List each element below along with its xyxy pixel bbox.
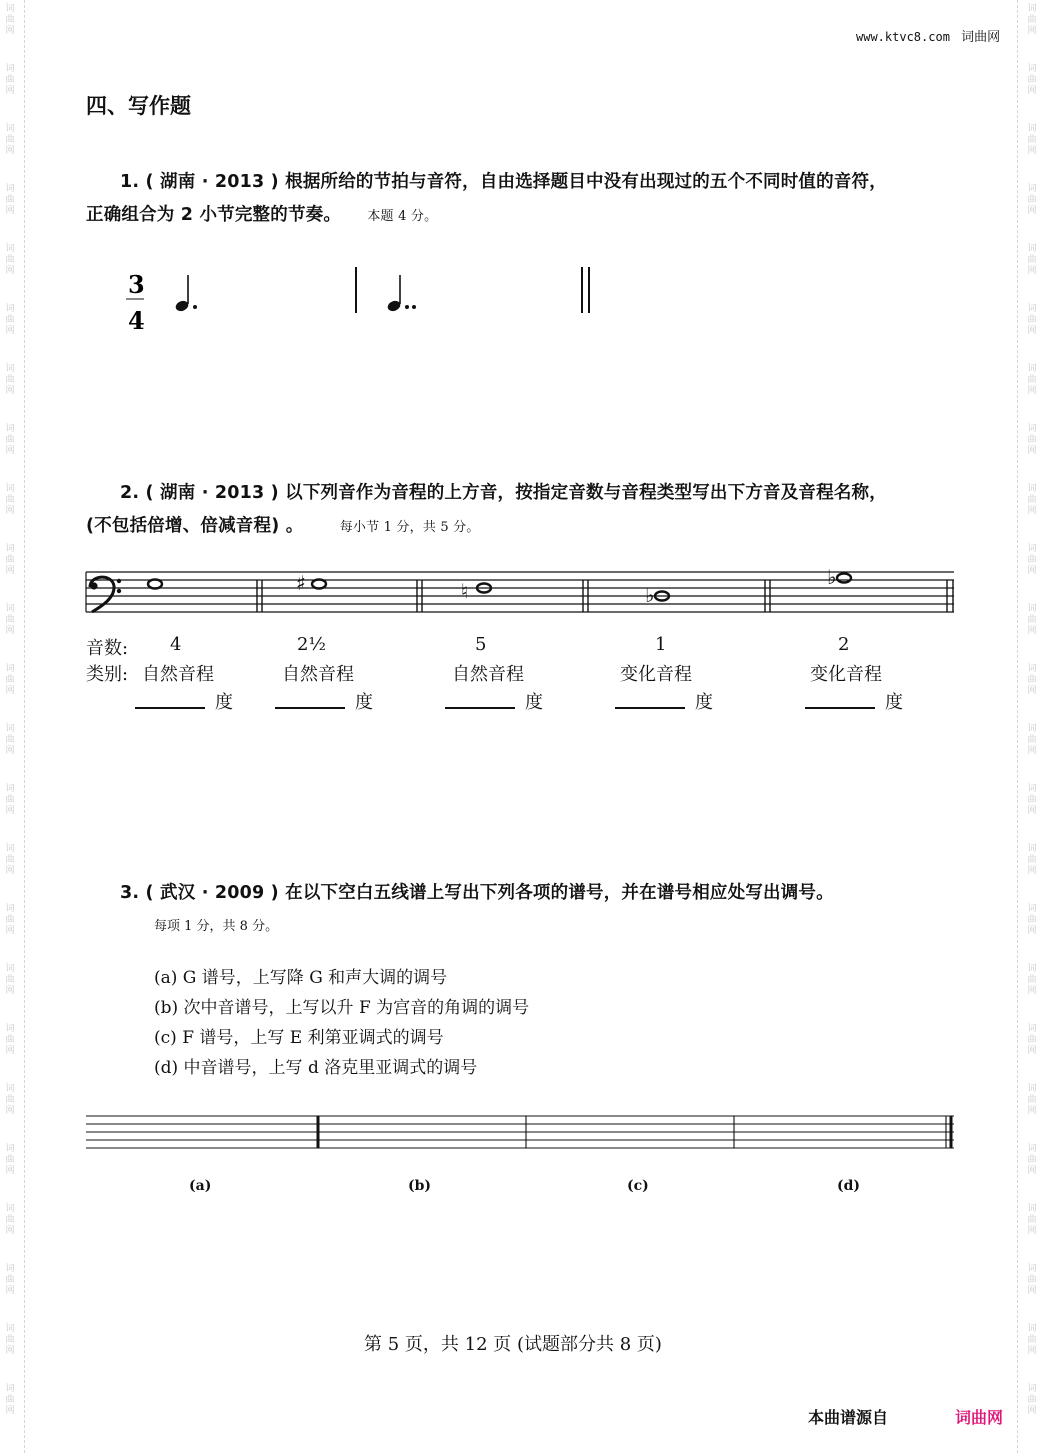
watermark-char: 词 xyxy=(5,604,15,614)
watermark-char: 曲 xyxy=(5,1275,15,1285)
watermark-char: 网 xyxy=(5,626,15,636)
watermark-char: 词 xyxy=(1027,64,1037,74)
watermark-mark xyxy=(1024,244,1040,304)
watermark-char: 网 xyxy=(5,26,15,36)
watermark-char: 曲 xyxy=(5,735,15,745)
staff-label-a: (a) xyxy=(189,1178,212,1194)
watermark-char: 曲 xyxy=(1027,135,1037,145)
watermark-char: 曲 xyxy=(5,1155,15,1165)
header-site xyxy=(856,26,1000,45)
watermark-char: 词 xyxy=(5,1384,15,1394)
watermark-mark xyxy=(1024,304,1040,364)
whole-note-3-natural xyxy=(461,579,491,603)
watermark-char: 词 xyxy=(1027,484,1037,494)
watermark-mark xyxy=(1024,364,1040,424)
watermark-char: 曲 xyxy=(5,915,15,925)
watermark-char: 网 xyxy=(5,446,15,456)
watermark-char: 曲 xyxy=(5,315,15,325)
watermark-char: 词 xyxy=(5,1324,15,1334)
watermark-mark xyxy=(1024,424,1040,484)
watermark-mark xyxy=(1024,1024,1040,1084)
watermark-char: 曲 xyxy=(1027,1155,1037,1165)
watermark-char: 曲 xyxy=(5,1035,15,1045)
watermark-char: 网 xyxy=(5,266,15,276)
watermark-mark xyxy=(2,244,18,304)
type-4: 变化音程 xyxy=(620,664,692,685)
watermark-char: 网 xyxy=(1027,386,1037,396)
watermark-mark xyxy=(2,844,18,904)
whole-note-1 xyxy=(148,580,162,589)
source-label: 本曲谱源自 xyxy=(808,1408,889,1427)
watermark-mark xyxy=(2,1144,18,1204)
watermark-mark xyxy=(1024,1324,1040,1384)
q1-line1: 1. ( 湖南 · 2013 ) 根据所给的节拍与音符，自由选择题目中没有出现过的五个不同时值的音符， xyxy=(120,172,887,192)
watermark-char: 网 xyxy=(1027,1046,1037,1056)
q3-blank-staff xyxy=(84,1110,964,1160)
watermark-char: 网 xyxy=(5,506,15,516)
watermark-char: 曲 xyxy=(1027,195,1037,205)
watermark-mark xyxy=(2,424,18,484)
watermark-char: 曲 xyxy=(1027,1395,1037,1405)
watermark-char: 曲 xyxy=(5,615,15,625)
watermark-char: 网 xyxy=(1027,266,1037,276)
watermark-char: 曲 xyxy=(5,1215,15,1225)
watermark-char: 词 xyxy=(1027,964,1037,974)
q3-item-c: (c) F 谱号，上写 E 利第亚调式的调号 xyxy=(154,1028,444,1048)
watermark-char: 词 xyxy=(5,724,15,734)
watermark-char: 网 xyxy=(1027,206,1037,216)
watermark-char: 词 xyxy=(1027,1204,1037,1214)
watermark-char: 网 xyxy=(5,1346,15,1356)
watermark-char: 曲 xyxy=(1027,495,1037,505)
watermark-char: 曲 xyxy=(5,1095,15,1105)
watermark-mark xyxy=(2,364,18,424)
watermark-mark xyxy=(2,604,18,664)
watermark-mark xyxy=(1024,124,1040,184)
staff-lines xyxy=(86,572,954,612)
watermark-char: 词 xyxy=(5,424,15,434)
watermark-char: 网 xyxy=(1027,806,1037,816)
counts-label: 音数: xyxy=(86,638,129,659)
watermark-char: 词 xyxy=(5,544,15,554)
q1-rhythm-line xyxy=(110,255,610,345)
site-name: 词曲网 xyxy=(961,30,1001,45)
watermark-char: 网 xyxy=(5,1166,15,1176)
site-url: www.ktvc8.com xyxy=(856,30,950,44)
type-1: 自然音程 xyxy=(142,664,214,685)
watermark-char: 曲 xyxy=(1027,855,1037,865)
watermark-char: 网 xyxy=(1027,446,1037,456)
watermark-char: 词 xyxy=(5,904,15,914)
count-3: 5 xyxy=(475,634,487,655)
watermark-mark xyxy=(1024,64,1040,124)
watermark-char: 网 xyxy=(1027,86,1037,96)
watermark-mark xyxy=(2,544,18,604)
watermark-mark xyxy=(2,1324,18,1384)
unit-1: 度 xyxy=(215,692,233,713)
watermark-char: 词 xyxy=(5,1204,15,1214)
watermark-mark xyxy=(1024,604,1040,664)
watermark-mark xyxy=(2,1024,18,1084)
right-dashed-border xyxy=(1017,0,1018,1453)
watermark-char: 网 xyxy=(5,746,15,756)
watermark-mark xyxy=(1024,1384,1040,1444)
watermark-char: 词 xyxy=(5,184,15,194)
watermark-char: 网 xyxy=(1027,1406,1037,1416)
watermark-char: 网 xyxy=(1027,746,1037,756)
watermark-char: 词 xyxy=(1027,1264,1037,1274)
q2-line2-text: (不包括倍增、倍减音程) 。 xyxy=(86,516,304,536)
type-3: 自然音程 xyxy=(452,664,524,685)
watermark-char: 网 xyxy=(5,1406,15,1416)
watermark-mark xyxy=(2,1384,18,1444)
watermark-char: 网 xyxy=(5,1106,15,1116)
watermark-char: 网 xyxy=(1027,686,1037,696)
watermark-char: 曲 xyxy=(1027,975,1037,985)
watermark-char: 词 xyxy=(5,1024,15,1034)
watermark-char: 词 xyxy=(1027,664,1037,674)
whole-note-5-flat xyxy=(827,565,851,589)
watermark-char: 曲 xyxy=(5,675,15,685)
watermark-char: 曲 xyxy=(1027,1275,1037,1285)
watermark-char: 曲 xyxy=(5,555,15,565)
watermark-mark xyxy=(2,784,18,844)
q1-line2 xyxy=(86,201,437,226)
watermark-char: 网 xyxy=(5,1046,15,1056)
watermark-char: 曲 xyxy=(5,435,15,445)
watermark-mark xyxy=(1024,904,1040,964)
watermark-char: 词 xyxy=(1027,424,1037,434)
watermark-char: 曲 xyxy=(1027,1215,1037,1225)
svg-text:♭: ♭ xyxy=(827,565,837,589)
watermark-char: 网 xyxy=(1027,566,1037,576)
watermark-mark xyxy=(1024,484,1040,544)
watermark-mark xyxy=(1024,1264,1040,1324)
watermark-mark xyxy=(1024,964,1040,1024)
watermark-char: 词 xyxy=(1027,544,1037,554)
watermark-char: 曲 xyxy=(5,975,15,985)
watermark-mark xyxy=(2,1084,18,1144)
watermark-mark xyxy=(1024,544,1040,604)
watermark-char: 词 xyxy=(1027,1324,1037,1334)
watermark-char: 曲 xyxy=(1027,375,1037,385)
section-title: 四、写作题 xyxy=(86,94,191,118)
watermark-char: 词 xyxy=(5,1264,15,1274)
watermark-mark xyxy=(2,124,18,184)
watermark-char: 网 xyxy=(5,986,15,996)
unit-4: 度 xyxy=(695,692,713,713)
watermark-mark xyxy=(1024,664,1040,724)
time-sig-top: 3 xyxy=(128,270,145,299)
count-2: 2½ xyxy=(297,634,326,655)
watermark-char: 词 xyxy=(5,364,15,374)
watermark-mark xyxy=(1024,784,1040,844)
watermark-char: 网 xyxy=(1027,146,1037,156)
watermark-char: 网 xyxy=(5,326,15,336)
type-label: 类别: xyxy=(86,664,129,685)
q2-line2 xyxy=(86,512,480,537)
watermark-char: 曲 xyxy=(5,375,15,385)
watermark-mark xyxy=(1024,184,1040,244)
q2-line1: 2. ( 湖南 · 2013 ) 以下列音作为音程的上方音，按指定音数与音程类型写出下方音及音程名称， xyxy=(120,483,887,503)
q3-item-a: (a) G 谱号，上写降 G 和声大调的调号 xyxy=(154,968,448,988)
watermark-mark xyxy=(1024,844,1040,904)
q2-bass-staff xyxy=(84,560,964,625)
bass-clef-icon xyxy=(90,577,121,612)
q3-item-d: (d) 中音谱号，上写 d 洛克里亚调式的调号 xyxy=(154,1058,478,1078)
watermark-mark xyxy=(2,184,18,244)
answer-blank-3[interactable] xyxy=(445,707,515,709)
watermark-mark xyxy=(1024,724,1040,784)
watermark-char: 网 xyxy=(5,686,15,696)
q3-score: 每项 1 分，共 8 分。 xyxy=(154,919,279,934)
watermark-char: 网 xyxy=(1027,1346,1037,1356)
watermark-char: 曲 xyxy=(5,1335,15,1345)
watermark-char: 曲 xyxy=(5,135,15,145)
watermark-char: 网 xyxy=(5,386,15,396)
watermark-char: 词 xyxy=(5,1084,15,1094)
watermark-char: 曲 xyxy=(1027,615,1037,625)
watermark-mark xyxy=(2,724,18,784)
watermark-char: 词 xyxy=(1027,1144,1037,1154)
answer-blank-2[interactable] xyxy=(275,707,345,709)
watermark-char: 词 xyxy=(5,964,15,974)
watermark-char: 曲 xyxy=(1027,795,1037,805)
count-4: 1 xyxy=(655,634,667,655)
watermark-char: 网 xyxy=(1027,866,1037,876)
watermark-char: 词 xyxy=(1027,184,1037,194)
time-sig-bottom: 4 xyxy=(128,306,145,335)
watermark-char: 网 xyxy=(5,206,15,216)
watermark-char: 词 xyxy=(1027,304,1037,314)
type-2: 自然音程 xyxy=(282,664,354,685)
watermark-mark xyxy=(2,0,18,64)
svg-text:♮: ♮ xyxy=(461,579,469,603)
watermark-mark xyxy=(2,904,18,964)
watermark-char: 网 xyxy=(1027,1226,1037,1236)
watermark-mark xyxy=(2,664,18,724)
watermark-char: 网 xyxy=(5,146,15,156)
q1-line2-text: 正确组合为 2 小节完整的节奏。 xyxy=(86,205,342,225)
unit-3: 度 xyxy=(525,692,543,713)
watermark-char: 曲 xyxy=(1027,15,1037,25)
q2-score: 每小节 1 分，共 5 分。 xyxy=(339,520,480,535)
left-watermark-strip xyxy=(2,0,18,1453)
watermark-char: 网 xyxy=(1027,1166,1037,1176)
watermark-char: 词 xyxy=(5,484,15,494)
watermark-char: 网 xyxy=(5,806,15,816)
watermark-char: 曲 xyxy=(1027,555,1037,565)
watermark-mark xyxy=(2,1204,18,1264)
right-watermark-strip xyxy=(1024,0,1040,1453)
watermark-mark xyxy=(2,484,18,544)
watermark-char: 网 xyxy=(5,926,15,936)
watermark-char: 网 xyxy=(1027,1286,1037,1296)
watermark-char: 曲 xyxy=(1027,1095,1037,1105)
watermark-char: 网 xyxy=(1027,1106,1037,1116)
staff-label-c: (c) xyxy=(627,1178,649,1194)
watermark-mark xyxy=(2,964,18,1024)
watermark-char: 词 xyxy=(5,844,15,854)
q3-line1: 3. ( 武汉 · 2009 ) 在以下空白五线谱上写出下列各项的谱号，并在谱号相应处写出调号。 xyxy=(120,883,834,903)
watermark-char: 词 xyxy=(1027,1384,1037,1394)
watermark-char: 词 xyxy=(1027,4,1037,14)
watermark-mark xyxy=(1024,1144,1040,1204)
watermark-char: 词 xyxy=(1027,244,1037,254)
watermark-char: 曲 xyxy=(1027,1035,1037,1045)
watermark-mark xyxy=(1024,0,1040,64)
watermark-char: 曲 xyxy=(1027,915,1037,925)
double-dotted-quarter-note xyxy=(386,275,416,313)
watermark-char: 词 xyxy=(5,64,15,74)
watermark-char: 曲 xyxy=(1027,435,1037,445)
watermark-char: 曲 xyxy=(5,195,15,205)
unit-5: 度 xyxy=(885,692,903,713)
watermark-char: 网 xyxy=(5,566,15,576)
watermark-char: 网 xyxy=(5,1286,15,1296)
watermark-char: 词 xyxy=(1027,364,1037,374)
staff-label-d: (d) xyxy=(837,1178,861,1194)
watermark-char: 曲 xyxy=(1027,675,1037,685)
watermark-char: 词 xyxy=(5,124,15,134)
watermark-char: 词 xyxy=(1027,1024,1037,1034)
watermark-char: 曲 xyxy=(1027,315,1037,325)
watermark-mark xyxy=(1024,1084,1040,1144)
watermark-char: 词 xyxy=(5,784,15,794)
watermark-char: 曲 xyxy=(5,15,15,25)
count-1: 4 xyxy=(170,634,182,655)
source-site-link[interactable]: 词曲网 xyxy=(955,1408,1004,1427)
watermark-char: 网 xyxy=(1027,506,1037,516)
dotted-quarter-note xyxy=(174,275,197,313)
watermark-char: 网 xyxy=(1027,26,1037,36)
watermark-char: 曲 xyxy=(1027,255,1037,265)
page-info: 第 5 页，共 12 页 (试题部分共 8 页) xyxy=(364,1334,662,1355)
watermark-mark xyxy=(2,1264,18,1324)
watermark-char: 词 xyxy=(1027,604,1037,614)
whole-note-2-sharp xyxy=(296,571,326,595)
left-dashed-border xyxy=(24,0,25,1453)
watermark-char: 曲 xyxy=(5,1395,15,1405)
watermark-mark xyxy=(2,64,18,124)
watermark-char: 词 xyxy=(1027,124,1037,134)
q3-item-b: (b) 次中音谱号，上写以升 F 为宫音的角调的调号 xyxy=(154,998,530,1018)
watermark-char: 网 xyxy=(1027,926,1037,936)
watermark-char: 网 xyxy=(5,86,15,96)
watermark-char: 曲 xyxy=(5,75,15,85)
watermark-char: 词 xyxy=(1027,844,1037,854)
watermark-char: 曲 xyxy=(5,255,15,265)
blank-staff-lines xyxy=(86,1116,954,1148)
watermark-char: 词 xyxy=(5,244,15,254)
watermark-char: 曲 xyxy=(5,855,15,865)
watermark-char: 网 xyxy=(5,1226,15,1236)
unit-2: 度 xyxy=(355,692,373,713)
answer-blank-5[interactable] xyxy=(805,707,875,709)
count-5: 2 xyxy=(838,634,850,655)
watermark-char: 词 xyxy=(5,304,15,314)
watermark-char: 词 xyxy=(5,1144,15,1154)
svg-text:♭: ♭ xyxy=(645,583,655,607)
watermark-char: 曲 xyxy=(5,795,15,805)
watermark-char: 词 xyxy=(5,664,15,674)
watermark-char: 网 xyxy=(1027,986,1037,996)
svg-text:♯: ♯ xyxy=(296,571,306,595)
watermark-char: 词 xyxy=(5,4,15,14)
watermark-char: 词 xyxy=(1027,1084,1037,1094)
watermark-mark xyxy=(2,304,18,364)
answer-blank-4[interactable] xyxy=(615,707,685,709)
watermark-char: 曲 xyxy=(5,495,15,505)
staff-label-b: (b) xyxy=(408,1178,432,1194)
watermark-char: 网 xyxy=(5,866,15,876)
watermark-char: 网 xyxy=(1027,626,1037,636)
watermark-char: 曲 xyxy=(1027,735,1037,745)
watermark-char: 曲 xyxy=(1027,75,1037,85)
watermark-char: 曲 xyxy=(1027,1335,1037,1345)
answer-blank-1[interactable] xyxy=(135,707,205,709)
watermark-char: 词 xyxy=(1027,784,1037,794)
watermark-char: 词 xyxy=(1027,904,1037,914)
watermark-char: 词 xyxy=(1027,724,1037,734)
watermark-mark xyxy=(1024,1204,1040,1264)
q1-score: 本题 4 分。 xyxy=(367,209,438,224)
type-5: 变化音程 xyxy=(810,664,882,685)
watermark-char: 网 xyxy=(1027,326,1037,336)
